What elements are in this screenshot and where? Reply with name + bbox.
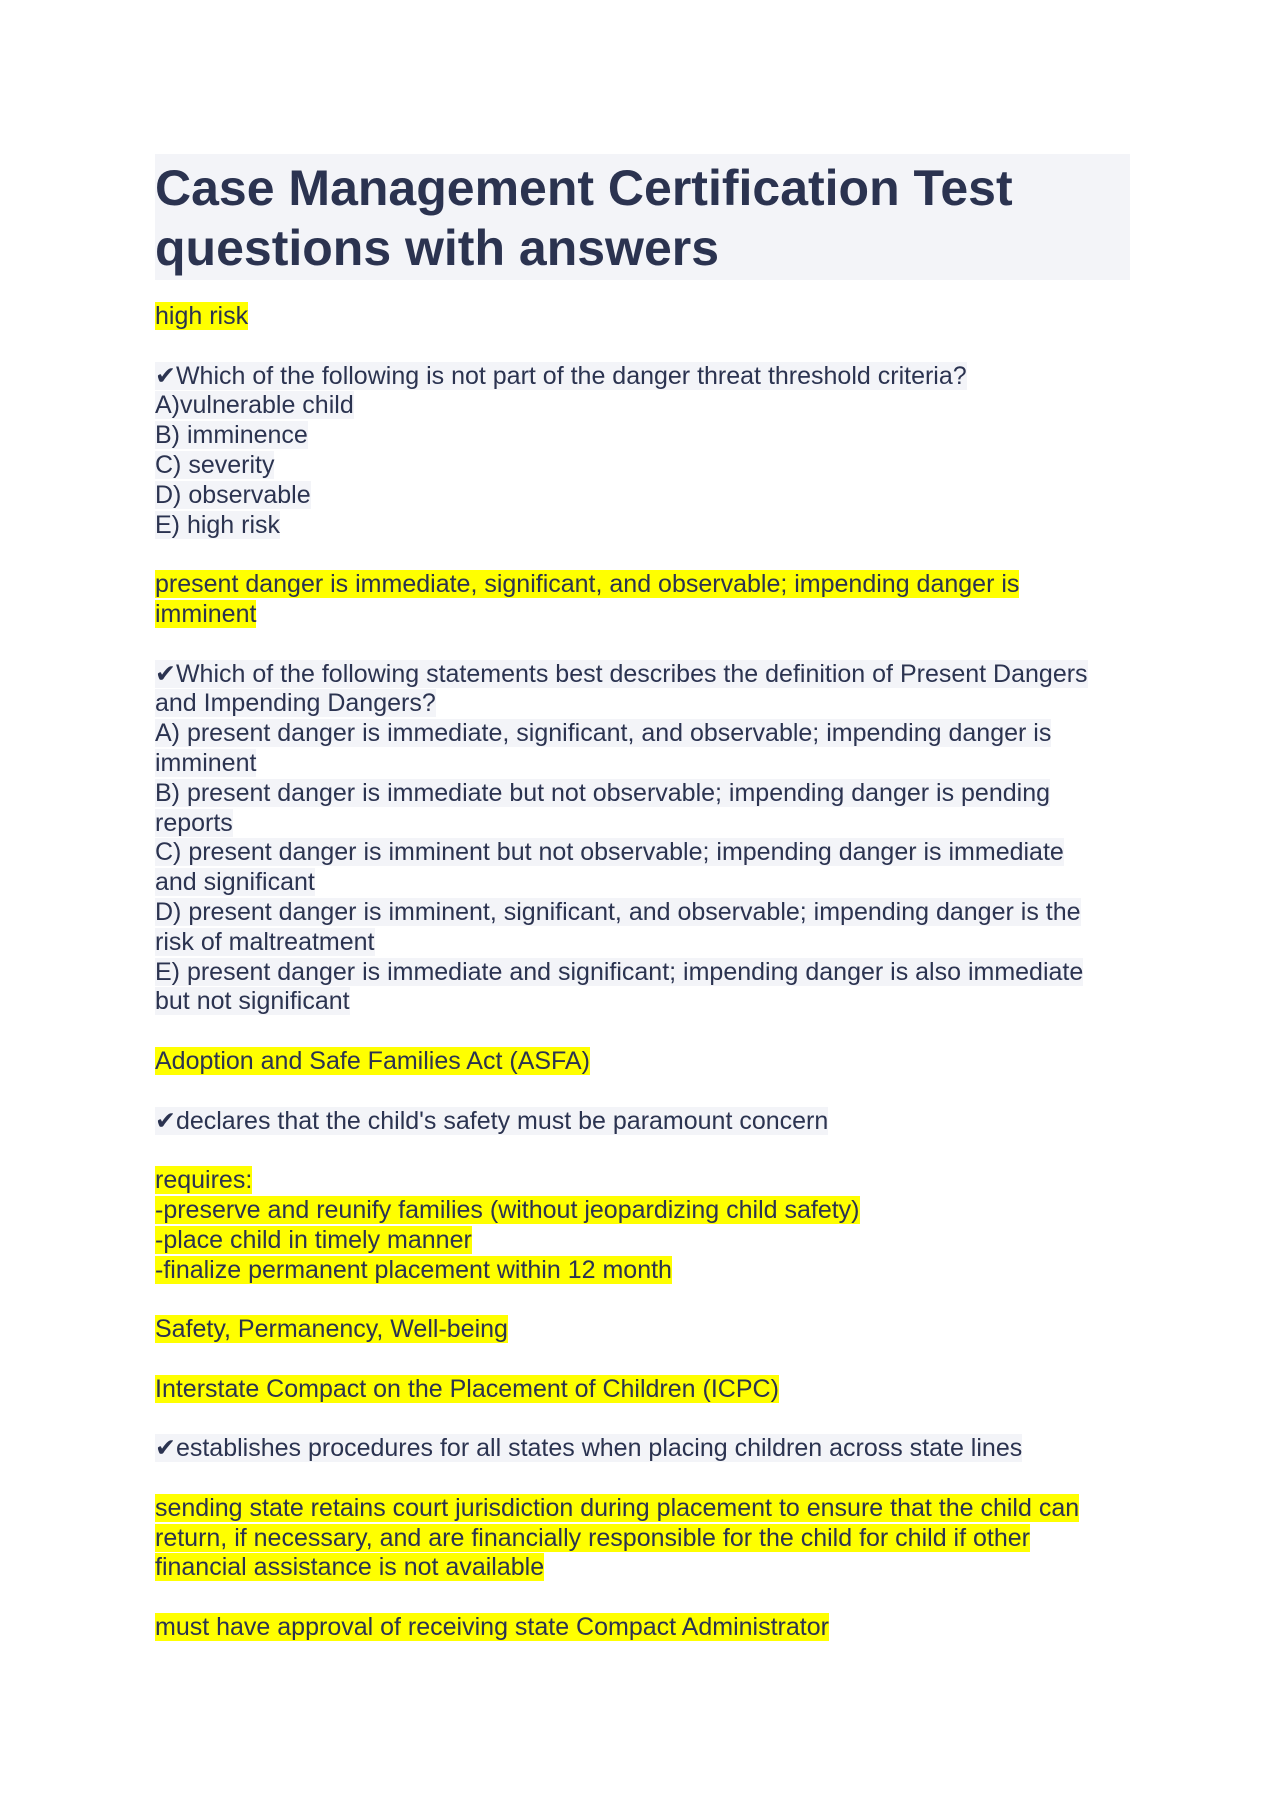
title-box <box>155 154 1130 280</box>
text-line <box>155 1434 1130 1464</box>
question-text: A)vulnerable child <box>155 391 354 420</box>
text-line <box>155 868 1130 898</box>
answer-block <box>155 1375 1130 1405</box>
text-line <box>155 838 1130 868</box>
text-line <box>155 779 1130 809</box>
text-line <box>155 302 1130 332</box>
question-text: A) present danger is immediate, significant, and observable; impending danger is <box>155 719 1052 748</box>
text-line <box>155 1196 1130 1226</box>
text-line <box>155 1494 1130 1524</box>
question-text: E) high risk <box>155 510 281 539</box>
answer-block <box>155 570 1130 630</box>
question-text: B) imminence <box>155 421 308 450</box>
question-text: C) severity <box>155 450 275 479</box>
answer-block <box>155 1047 1130 1077</box>
text-line <box>155 958 1130 988</box>
text-line <box>155 1226 1130 1256</box>
question-text: imminent <box>155 748 257 777</box>
text-line <box>155 1375 1130 1405</box>
text-line <box>155 898 1130 928</box>
question-text: ✔Which of the following is not part of the danger threat threshold criteria? <box>155 361 967 390</box>
document-title <box>155 158 1130 278</box>
question-text: D) present danger is imminent, significant, and observable; impending danger is the <box>155 897 1081 926</box>
highlighted-answer-text: Adoption and Safe Families Act (ASFA) <box>155 1046 590 1075</box>
question-text: ✔establishes procedures for all states when placing children across state lines <box>155 1434 1023 1463</box>
text-line <box>155 1613 1130 1643</box>
highlighted-answer-text: -finalize permanent placement within 12 month <box>155 1255 672 1284</box>
highlighted-answer-text: Safety, Permanency, Well-being <box>155 1315 508 1344</box>
question-text: but not significant <box>155 987 350 1016</box>
text-line <box>155 987 1130 1017</box>
text-line <box>155 1524 1130 1554</box>
question-block <box>155 1434 1130 1464</box>
text-line <box>155 362 1130 392</box>
question-text: C) present danger is imminent but not observable; impending danger is immediate <box>155 838 1064 867</box>
question-block <box>155 362 1130 541</box>
qa-content <box>155 302 1130 1643</box>
question-text: risk of maltreatment <box>155 927 375 956</box>
question-text: reports <box>155 808 233 837</box>
text-line <box>155 1315 1130 1345</box>
text-line <box>155 928 1130 958</box>
answer-block <box>155 1494 1130 1583</box>
question-block <box>155 660 1130 1018</box>
text-line <box>155 1256 1130 1286</box>
highlighted-answer-text: present danger is immediate, significant, and observable; impending danger is <box>155 570 1020 599</box>
text-line <box>155 1553 1130 1583</box>
highlighted-answer-text: high risk <box>155 302 249 330</box>
answer-block <box>155 1315 1130 1345</box>
text-line <box>155 511 1130 541</box>
text-line <box>155 421 1130 451</box>
question-text: and significant <box>155 868 315 897</box>
document-page <box>155 154 1130 1673</box>
text-line <box>155 809 1130 839</box>
highlighted-answer-text: requires: <box>155 1166 253 1195</box>
answer-block <box>155 302 1130 332</box>
question-text: and Impending Dangers? <box>155 689 436 718</box>
text-line <box>155 660 1130 690</box>
highlighted-answer-text: must have approval of receiving state Compact Administrator <box>155 1613 829 1642</box>
highlighted-answer-text: Interstate Compact on the Placement of Children (ICPC) <box>155 1374 779 1403</box>
text-line <box>155 1166 1130 1196</box>
question-text: ✔Which of the following statements best describes the definition of Present Dangers <box>155 659 1088 688</box>
question-block <box>155 1107 1130 1137</box>
question-text: E) present danger is immediate and significant; impending danger is also immediate <box>155 957 1084 986</box>
question-text: D) observable <box>155 480 311 509</box>
question-text: B) present danger is immediate but not observable; impending danger is pending <box>155 778 1050 807</box>
highlighted-answer-text: -preserve and reunify families (without jeopardizing child safety) <box>155 1195 860 1224</box>
text-line <box>155 451 1130 481</box>
text-line <box>155 1047 1130 1077</box>
answer-block <box>155 1613 1130 1643</box>
text-line <box>155 391 1130 421</box>
text-line <box>155 570 1130 600</box>
highlighted-answer-text: sending state retains court jurisdiction during placement to ensure that the child can <box>155 1493 1080 1522</box>
text-line <box>155 1107 1130 1137</box>
highlighted-answer-text: return, if necessary, and are financially responsible for the child for child if other <box>155 1523 1030 1552</box>
text-line <box>155 719 1130 749</box>
text-line <box>155 600 1130 630</box>
highlighted-answer-text: financial assistance is not available <box>155 1553 545 1582</box>
highlighted-answer-text: -place child in timely manner <box>155 1225 472 1254</box>
title-line: Case Management Certification Test <box>155 160 1013 216</box>
text-line <box>155 481 1130 511</box>
text-line <box>155 689 1130 719</box>
title-line: questions with answers <box>155 220 720 276</box>
highlighted-answer-text: imminent <box>155 599 257 628</box>
text-line <box>155 749 1130 779</box>
question-text: ✔declares that the child's safety must be paramount concern <box>155 1106 829 1135</box>
answer-block <box>155 1166 1130 1285</box>
